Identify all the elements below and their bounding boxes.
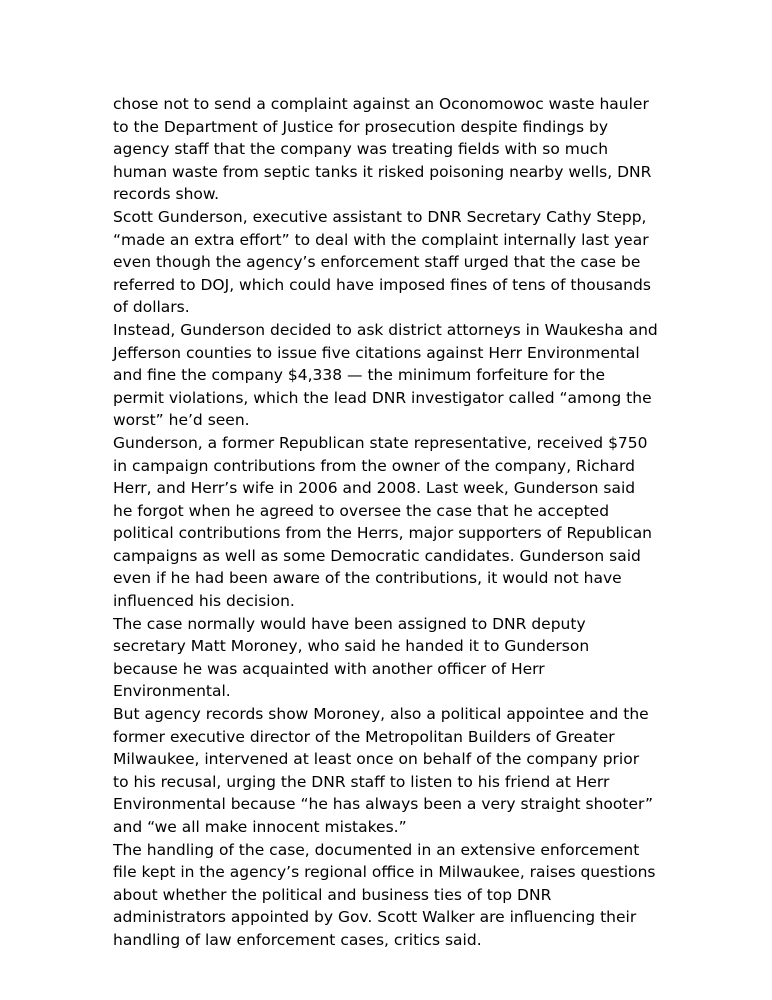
article-body: [113, 93, 658, 952]
paragraph: chose not to send a complaint against an Oconomowoc waste hauler to the Department of Justice for prosecution despite findings by agency staff that the company was treating fields with so much human waste from septic tanks it risked poisoning nearby wells, DNR records show.: [113, 95, 652, 204]
paragraph: Scott Gunderson, executive assistant to DNR Secretary Cathy Stepp, “made an extra effort” to deal with the complaint internally last year even though the agency’s enforcement staff urged that the case be referred to DOJ, which could have imposed fines of tens of thousands of dollars.: [113, 207, 651, 317]
paragraph: Gunderson, a former Republican state representative, received $750 in campaign contributions from the owner of the company, Richard Herr, and Herr’s wife in 2006 and 2008. Last week, Gunderson said he forgot when he agreed to oversee the case that he accepted political contributions from the Herrs, major supporters of Republican campaigns as well as some Democratic candidates. Gunderson said even if he had been aware of the contributions, it would not have influenced his decision.: [113, 433, 653, 611]
paragraph: Instead, Gunderson decided to ask district attorneys in Waukesha and Jefferson counties to issue five citations against Herr Environmental and fine the company $4,338 — the minimum forfeiture for the permit violations, which the lead DNR investigator called “among the worst” he’d seen.: [113, 320, 658, 430]
paragraph: But agency records show Moroney, also a political appointee and the former executive director of the Metropolitan Builders of Greater Milwaukee, intervened at least once on behalf of the company prior to his recusal, urging the DNR staff to listen to his friend at Herr Environmental because “he has always been a very straight shooter” and “we all make innocent mistakes.”: [113, 705, 654, 836]
paragraph: The case normally would have been assigned to DNR deputy secretary Matt Moroney, who said he handed it to Gunderson because he was acquainted with another officer of Herr Environmental.: [113, 614, 590, 701]
paragraph: The handling of the case, documented in an extensive enforcement file kept in the agency’s regional office in Milwaukee, raises questions about whether the political and business ties of top DNR administrators appointed by Gov. Scott Walker are influencing their handling of law enforcement cases, critics said.: [113, 840, 656, 949]
